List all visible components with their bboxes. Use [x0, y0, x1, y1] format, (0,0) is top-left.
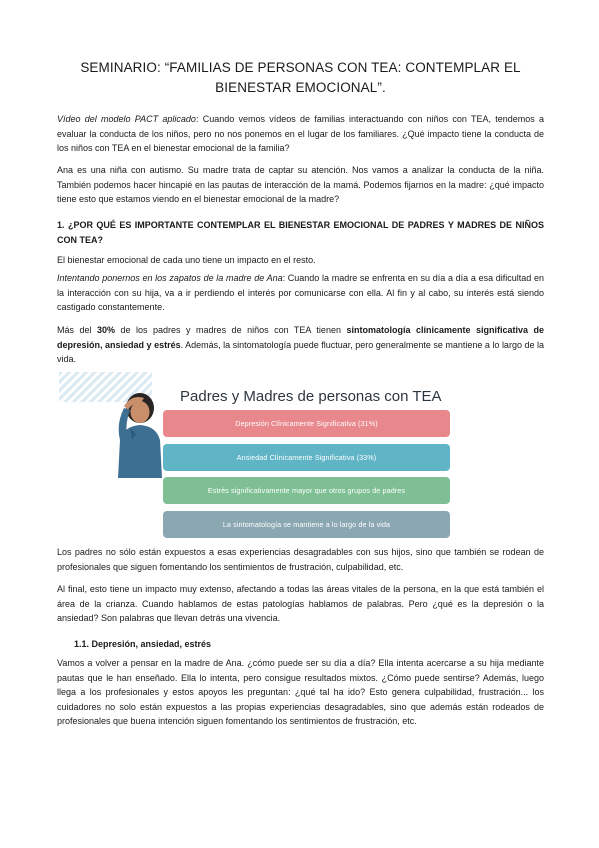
p7-text: Al final, esto tiene un impacto muy extenso, afectando a todas las áreas vitales de la persona, en la que está también el área de la crianza. Cuando hablamos de estas patologías hablamos de palabras. Pero ¿qué es la depresión o la ansiedad? Son palabras que llevan detrás una vivencia. [57, 584, 544, 623]
infographic-bar-2: Ansiedad Clínicamente Significativa (33%) [163, 444, 450, 471]
stressed-person-illustration [110, 388, 170, 478]
title-line-1: SEMINARIO: “FAMILIAS DE PERSONAS CON TEA: CONTEMPLAR EL [80, 60, 521, 75]
p3-text: El bienestar emocional de cada uno tiene un impacto en el resto. [57, 255, 316, 265]
p8-text: Vamos a volver a pensar en la madre de Ana. ¿cómo puede ser su día a día? Ella intenta acercarse a su hija mediante pautas que le han enseñado. Ella lo intenta, pero consigue resultados mixtos. ¿Cómo puede sentirse? Además, luego llega a los profesionales y estos apoyos les preguntan: ¿qué tal ha ido? Esto genera culpabilidad, frustración... los cuidadores no solo están expuestos a las propias experiencias desagradables, sino que además están rodeados de profesionales que buena intención siguen fomentando los sentimientos de frustración, etc. [57, 658, 544, 726]
section-heading-1-1 [57, 637, 544, 651]
title-line-2: BIENESTAR EMOCIONAL”. [215, 80, 386, 95]
paragraph-8 [57, 656, 544, 729]
p1-italic: Vídeo del modelo PACT aplicado [57, 114, 196, 124]
infographic-title: Padres y Madres de personas con TEA [180, 388, 442, 405]
p5-a: Más del [57, 325, 98, 335]
infographic-bar-3: Estrés significativamente mayor que otros grupos de padres [163, 477, 450, 504]
paragraph-2 [57, 163, 544, 207]
paragraph-1 [57, 112, 544, 156]
p4-text: : Cuando la madre se enfrenta en su día a día a esa dificultad en la interacción con su hija, va a ir perdiendo el interés por comunicarse con ella. Al fin y al cabo, su interés está siendo castigado constantemente. [57, 273, 545, 312]
p2-text: Ana es una niña con autismo. Su madre trata de captar su atención. Nos vamos a analizar la conducta de la niña. También podemos hacer hincapié en las pautas de interacción de la mamá. Podemos fijarnos en la madre: ¿qué impacto tiene esto que estamos viendo en el bienestar emocional de la madre? [57, 165, 544, 204]
p5-c: de los padres y madres de niños con TEA tienen [115, 325, 347, 335]
infographic-bar-1: Depresión Clínicamente Significativa (31%) [163, 410, 450, 437]
paragraph-3 [57, 253, 544, 268]
p5-e: . Además, la sintomatología puede fluctuar, pero generalmente se mantiene a lo largo de la vida. [57, 339, 544, 364]
p5-d: sintomatología clínicamente significativa de depresión, ansiedad y estrés [57, 325, 544, 350]
p6-text: Los padres no sólo están expuestos a esas experiencias desagradables con sus hijos, sino que también se rodean de profesionales que siguen fomentando los sentimientos de frustración, culpabilidad, etc. [57, 547, 544, 572]
paragraph-6 [57, 545, 544, 574]
p1-text: : Cuando vemos vídeos de familias interactuando con niños con TEA, tendemos a evaluar la conducta de los niños, pero no nos ponemos en el lugar de los familiares. ¿Qué impacto tiene la conducta de los niños con TEA en el bienestar emocional de la familia? [57, 114, 544, 153]
section-heading-1 [57, 218, 544, 247]
h1-text: 1. ¿POR QUÉ ES IMPORTANTE CONTEMPLAR EL BIENESTAR EMOCIONAL DE PADRES Y MADRES DE NIÑOS CON TEA? [57, 220, 544, 245]
paragraph-5 [57, 323, 544, 367]
paragraph-7 [57, 582, 544, 626]
paragraph-4 [57, 271, 544, 315]
infographic-bar-4: La sintomatología se mantiene a lo largo de la vida [163, 511, 450, 538]
p5-b: 30% [97, 325, 116, 335]
page-title [57, 58, 544, 98]
p4-italic: Intentando ponernos en los zapatos de la madre de Ana [57, 273, 283, 283]
h2-text: 1.1. Depresión, ansiedad, estrés [74, 639, 212, 649]
